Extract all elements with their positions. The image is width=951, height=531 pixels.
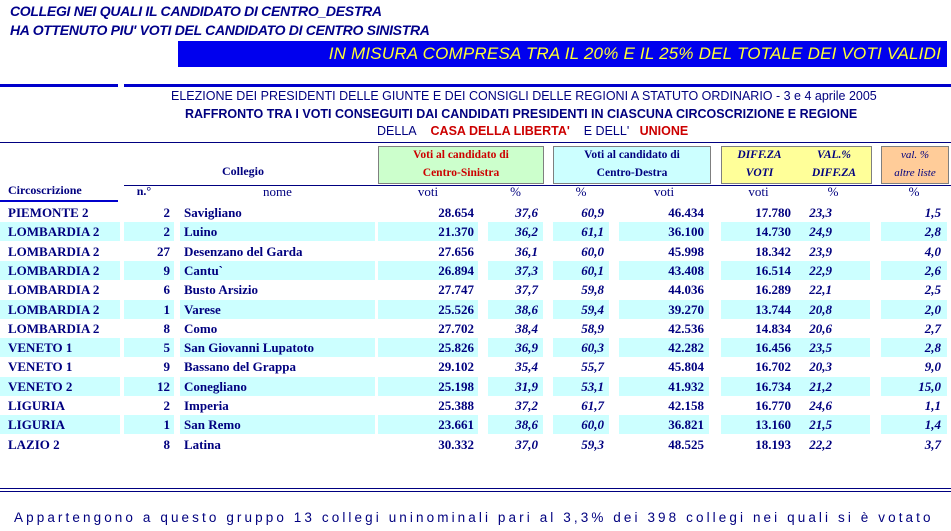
header-altre-top: val. % <box>900 149 930 161</box>
cell-cs-pct: 37,3 <box>515 262 538 278</box>
cell-diff-voti: 13.160 <box>755 417 791 433</box>
cell-n: 5 <box>163 340 170 356</box>
cell-altre-pct: 4,0 <box>924 243 941 259</box>
cell-nome: Desenzano del Garda <box>184 243 303 259</box>
cell-diff-voti: 16.514 <box>755 262 791 278</box>
cell-cs-pct: 37,0 <box>515 436 538 452</box>
page-title-line2: HA OTTENUTO PIU' VOTI DEL CANDIDATO DI CENTRO SINISTRA <box>10 22 430 38</box>
cell-n: 12 <box>157 378 170 394</box>
header-cd-pct: % <box>575 184 587 199</box>
cell-cd-voti: 48.525 <box>668 436 704 452</box>
table-row <box>0 203 951 222</box>
table-row <box>0 319 951 338</box>
table-row <box>0 415 951 434</box>
cell-altre-pct: 2,0 <box>924 301 941 317</box>
cell-cs-pct: 36,1 <box>515 243 538 259</box>
table-row <box>0 222 951 241</box>
cell-cs-pct: 38,6 <box>515 417 538 433</box>
cell-circoscrizione: LOMBARDIA 2 <box>8 262 100 278</box>
cell-cd-voti: 43.408 <box>668 262 704 278</box>
cell-cd-voti: 42.282 <box>668 340 704 356</box>
cell-altre-pct: 15,0 <box>918 378 941 394</box>
cell-cd-pct: 61,1 <box>581 224 604 240</box>
cell-n: 2 <box>163 224 170 240</box>
cell-circoscrizione: LAZIO 2 <box>8 436 60 452</box>
cell-cd-pct: 59,3 <box>581 436 604 452</box>
cell-cs-voti: 29.102 <box>438 359 474 375</box>
cell-diff-voti: 13.744 <box>755 301 791 317</box>
cell-circoscrizione: LIGURIA <box>8 398 66 413</box>
cell-cs-pct: 36,9 <box>515 340 538 356</box>
header-box-altre-liste <box>881 146 949 184</box>
cell-val-pct: 21,2 <box>809 378 832 394</box>
cell-cd-pct: 60,9 <box>581 205 604 220</box>
cell-cs-voti: 25.526 <box>438 301 474 317</box>
table-row <box>0 261 951 280</box>
cell-n: 9 <box>163 262 170 278</box>
cell-diff-voti: 14.834 <box>755 320 791 336</box>
header-altre-bottom: altre liste <box>894 167 936 179</box>
cell-val-pct: 22,9 <box>809 262 832 278</box>
cell-nome: Bassano del Grappa <box>184 359 296 375</box>
cell-cs-voti: 23.661 <box>438 417 474 433</box>
table-row <box>0 377 951 396</box>
cell-cd-pct: 53,1 <box>581 378 604 394</box>
cell-cd-pct: 60,3 <box>581 340 604 356</box>
cell-cs-voti: 21.370 <box>438 224 474 240</box>
cell-n: 6 <box>163 282 170 298</box>
cell-altre-pct: 1,1 <box>924 398 941 413</box>
cell-val-pct: 21,5 <box>809 417 832 433</box>
table-row <box>0 338 951 357</box>
cell-diff-voti: 16.289 <box>755 282 791 298</box>
divider-left <box>0 84 118 87</box>
cell-n: 1 <box>163 301 170 317</box>
cell-circoscrizione: LIGURIA <box>8 417 66 433</box>
cell-nome: Busto Arsizio <box>184 282 259 298</box>
cell-nome: Imperia <box>184 398 229 413</box>
coalition-prefix: DELLA <box>377 124 417 138</box>
header-diff-top: DIFF.ZA <box>737 149 782 161</box>
table-row <box>0 242 951 261</box>
footer-note: Appartengono a questo gruppo 13 collegi uninominali pari al 3,3% dei 398 collegi nei quali si è votato <box>14 510 934 525</box>
cell-val-pct: 20,6 <box>809 320 832 336</box>
cell-cs-pct: 35,4 <box>515 359 538 375</box>
cell-cs-voti: 25.198 <box>438 378 474 394</box>
cell-altre-pct: 1,5 <box>924 205 941 220</box>
header-circoscrizione: Circoscrizione <box>8 183 82 197</box>
header-altre-pct: % <box>908 184 920 199</box>
cell-cd-voti: 39.270 <box>668 301 704 317</box>
cell-altre-pct: 2,8 <box>924 224 941 240</box>
cell-cs-voti: 26.894 <box>438 262 474 278</box>
header-cd-bottom: Centro-Destra <box>596 167 668 179</box>
cell-cd-pct: 60,0 <box>581 243 604 259</box>
header-cd-voti: voti <box>653 184 675 199</box>
cell-cd-voti: 42.536 <box>668 320 704 336</box>
cell-nome: Conegliano <box>184 378 247 394</box>
cell-val-pct: 24,6 <box>809 398 832 413</box>
header-val-bottom: DIFF.ZA <box>811 167 857 179</box>
cell-cd-pct: 60,0 <box>581 417 604 433</box>
cell-diff-voti: 16.734 <box>755 378 791 394</box>
cell-n: 27 <box>157 243 170 259</box>
cell-val-pct: 23,9 <box>809 243 832 259</box>
cell-diff-voti: 17.780 <box>755 205 791 220</box>
criteria-banner <box>178 41 947 67</box>
table-bottom-rule-2 <box>0 491 951 492</box>
cell-nome: Como <box>184 320 218 336</box>
cell-cd-voti: 36.100 <box>668 224 704 240</box>
cell-val-pct: 23,3 <box>809 205 832 220</box>
cell-nome: Latina <box>184 436 221 452</box>
cell-cs-voti: 30.332 <box>438 436 474 452</box>
cell-circoscrizione: LOMBARDIA 2 <box>8 282 100 298</box>
cell-circoscrizione: VENETO 2 <box>8 378 73 394</box>
table-row <box>0 357 951 376</box>
election-subtitle: ELEZIONE DEI PRESIDENTI DELLE GIUNTE E DEI CONSIGLI DELLE REGIONI A STATUTO ORDINARIO - 3 e 4 aprile 2005 <box>171 89 877 103</box>
coalition-middle: E DELL' <box>583 124 630 138</box>
header-diff-voti: voti <box>748 184 769 199</box>
cell-cd-pct: 55,7 <box>581 359 604 375</box>
cell-nome: San Remo <box>184 417 241 433</box>
cell-val-pct: 22,1 <box>809 282 832 298</box>
coalition-unione: UNIONE <box>639 124 689 138</box>
cell-n: 8 <box>163 436 170 452</box>
cell-n: 2 <box>163 398 170 413</box>
header-cs-bottom: Centro-Sinistra <box>422 167 500 179</box>
header-cd-top: Voti al candidato di <box>584 149 680 161</box>
cell-cs-pct: 37,2 <box>515 398 538 413</box>
cell-n: 1 <box>163 417 170 433</box>
cell-val-pct: 20,3 <box>809 359 832 375</box>
table-row <box>0 435 951 454</box>
cell-circoscrizione: LOMBARDIA 2 <box>8 243 100 259</box>
cell-n: 8 <box>163 320 170 336</box>
table-bottom-rule-1 <box>0 488 951 489</box>
cell-val-pct: 22,2 <box>809 436 832 452</box>
cell-circoscrizione: LOMBARDIA 2 <box>8 301 100 317</box>
cell-n: 2 <box>163 205 170 220</box>
cell-cd-voti: 42.158 <box>668 398 704 413</box>
cell-cd-voti: 36.821 <box>668 417 704 433</box>
header-diff-bottom: VOTI <box>745 167 774 179</box>
table-row <box>0 300 951 319</box>
cell-nome: Savigliano <box>184 205 242 220</box>
cell-nome: San Giovanni Lupatoto <box>184 340 315 356</box>
cell-cd-voti: 45.998 <box>668 243 704 259</box>
criteria-banner-text: IN MISURA COMPRESA TRA IL 20% E IL 25% DEL TOTALE DEI VOTI VALIDI <box>328 44 941 63</box>
cell-cs-voti: 25.388 <box>438 398 474 413</box>
cell-altre-pct: 1,4 <box>924 417 941 433</box>
header-nome: nome <box>263 184 292 199</box>
cell-cd-pct: 58,9 <box>581 320 604 336</box>
header-box-centro-sinistra <box>378 146 544 184</box>
cell-val-pct: 23,5 <box>809 340 832 356</box>
cell-circoscrizione: VENETO 1 <box>8 340 73 356</box>
cell-cs-voti: 27.702 <box>438 320 474 336</box>
header-n: n.° <box>136 184 152 198</box>
cell-cd-voti: 44.036 <box>668 282 704 298</box>
header-collegio: Collegio <box>222 164 264 178</box>
cell-cd-pct: 59,8 <box>581 282 604 298</box>
cell-circoscrizione: VENETO 1 <box>8 359 73 375</box>
cell-altre-pct: 2,5 <box>924 282 941 298</box>
cell-cd-pct: 59,4 <box>581 301 604 317</box>
cell-cd-voti: 46.434 <box>668 205 704 220</box>
cell-altre-pct: 2,8 <box>924 340 941 356</box>
cell-cs-voti: 27.747 <box>438 282 474 298</box>
cell-altre-pct: 9,0 <box>924 359 941 375</box>
cell-diff-voti: 16.456 <box>755 340 791 356</box>
header-cs-top: Voti al candidato di <box>413 149 509 161</box>
header-box-differenza <box>721 146 872 184</box>
coalition-line <box>377 124 688 138</box>
cell-nome: Varese <box>184 301 221 317</box>
cell-cs-pct: 36,2 <box>515 224 538 240</box>
cell-val-pct: 20,8 <box>809 301 832 317</box>
page-title-line1: COLLEGI NEI QUALI IL CANDIDATO DI CENTRO_DESTRA <box>10 3 382 19</box>
table-row <box>0 280 951 299</box>
cell-cs-voti: 25.826 <box>438 340 474 356</box>
coalition-cdl: CASA DELLA LIBERTA' <box>430 124 570 138</box>
circoscrizione-underline <box>0 200 118 202</box>
cell-altre-pct: 2,6 <box>924 262 941 278</box>
cell-cs-pct: 38,4 <box>515 320 538 336</box>
divider-right <box>124 84 951 87</box>
header-val-top: VAL.% <box>817 149 851 161</box>
cell-circoscrizione: PIEMONTE 2 <box>8 205 89 220</box>
header-box-centro-destra <box>553 146 711 184</box>
cell-altre-pct: 2,7 <box>924 320 941 336</box>
cell-cs-pct: 31,9 <box>515 378 538 394</box>
cell-altre-pct: 3,7 <box>924 436 941 452</box>
cell-diff-voti: 18.193 <box>755 436 791 452</box>
cell-cs-pct: 38,6 <box>515 301 538 317</box>
cell-cd-voti: 41.932 <box>668 378 704 394</box>
table-row <box>0 396 951 415</box>
header-cs-voti: voti <box>417 184 439 199</box>
cell-cd-voti: 45.804 <box>668 359 704 375</box>
cell-circoscrizione: LOMBARDIA 2 <box>8 224 100 240</box>
cell-cs-voti: 27.656 <box>438 243 474 259</box>
cell-nome: Luino <box>184 224 218 240</box>
header-cs-pct: % <box>510 184 521 199</box>
table-top-rule <box>0 142 951 143</box>
cell-diff-voti: 16.702 <box>755 359 791 375</box>
cell-n: 9 <box>163 359 170 375</box>
results-table <box>0 203 951 453</box>
cell-val-pct: 24,9 <box>809 224 832 240</box>
cell-nome: Cantu` <box>184 262 224 278</box>
cell-cd-pct: 60,1 <box>581 262 604 278</box>
cell-diff-voti: 18.342 <box>755 243 791 259</box>
cell-cs-pct: 37,7 <box>515 282 538 298</box>
cell-cs-voti: 28.654 <box>438 205 474 220</box>
cell-cd-pct: 61,7 <box>581 398 604 413</box>
cell-diff-voti: 14.730 <box>755 224 791 240</box>
header-val-pct: % <box>827 184 839 199</box>
comparison-subtitle: RAFFRONTO TRA I VOTI CONSEGUITI DAI CANDIDATI PRESIDENTI IN CIASCUNA CIRCOSCRIZIONE E REGIONE <box>185 107 858 121</box>
cell-circoscrizione: LOMBARDIA 2 <box>8 320 100 336</box>
cell-diff-voti: 16.770 <box>755 398 791 413</box>
cell-cs-pct: 37,6 <box>515 205 538 220</box>
